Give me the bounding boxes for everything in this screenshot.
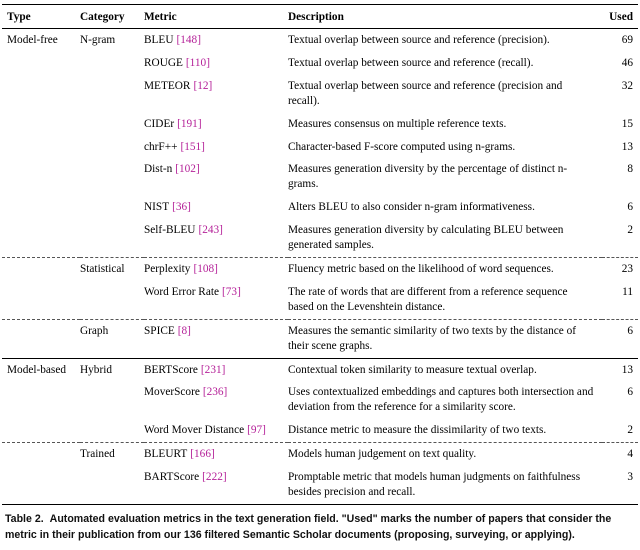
category-cell xyxy=(80,281,144,319)
citation-link[interactable]: [36] xyxy=(172,201,191,214)
table-row xyxy=(2,219,638,257)
metric-cell xyxy=(144,52,288,75)
metric-cell xyxy=(144,381,288,419)
table-row xyxy=(2,52,638,75)
col-header-used: Used xyxy=(602,5,638,29)
col-header-metric: Metric xyxy=(144,5,288,29)
table-row xyxy=(2,419,638,442)
description-cell: Models human judgement on text quality. xyxy=(288,443,602,466)
table-row xyxy=(2,381,638,419)
description-cell: Uses contextualized embeddings and captures both intersection and deviation from the reference for a similarity score. xyxy=(288,386,594,414)
citation-link[interactable]: [108] xyxy=(193,262,218,275)
description-cell: Textual overlap between source and reference (precision). xyxy=(288,34,550,46)
table-row xyxy=(2,75,638,113)
used-cell: 15 xyxy=(621,117,633,130)
metric-cell xyxy=(144,113,288,136)
type-cell xyxy=(2,196,80,219)
metric-cell xyxy=(144,281,288,319)
table-row xyxy=(2,257,638,280)
metric-cell xyxy=(144,75,288,113)
description-cell: Measures the semantic similarity of two texts by the distance of their scene graphs. xyxy=(288,319,602,358)
citation-link[interactable]: [97] xyxy=(247,424,266,437)
category-cell xyxy=(80,419,144,442)
used-cell: 13 xyxy=(621,140,633,153)
metric-name: Self-BLEU xyxy=(144,224,196,237)
metric-name: METEOR xyxy=(144,79,191,92)
metric-name: BARTScore xyxy=(144,471,200,484)
type-cell xyxy=(2,136,80,159)
table-row xyxy=(2,158,638,196)
metric-cell xyxy=(144,466,288,504)
citation-link[interactable]: [166] xyxy=(190,448,215,461)
metric-name: chrF++ xyxy=(144,140,178,153)
category-cell xyxy=(80,219,144,257)
metric-cell xyxy=(144,443,288,466)
metric-name: Dist-n xyxy=(144,163,173,176)
used-cell: 2 xyxy=(627,424,633,437)
type-cell xyxy=(2,466,80,504)
citation-link[interactable]: [102] xyxy=(175,163,200,176)
category-cell xyxy=(80,196,144,219)
metric-name: ROUGE xyxy=(144,56,183,69)
type-cell: Model-based xyxy=(2,358,80,381)
metric-name: NIST xyxy=(144,201,170,214)
citation-link[interactable]: [8] xyxy=(177,324,191,337)
description-cell: Contextual token similarity to measure textual overlap. xyxy=(288,358,602,381)
used-cell: 13 xyxy=(602,358,638,381)
description-cell: Fluency metric based on the likelihood of word sequences. xyxy=(288,257,602,280)
type-cell xyxy=(2,319,80,358)
metric-cell xyxy=(144,29,288,52)
used-cell: 6 xyxy=(602,319,638,358)
metric-name: Perplexity xyxy=(144,262,191,275)
category-cell xyxy=(80,113,144,136)
citation-link[interactable]: [236] xyxy=(202,386,228,399)
category-cell xyxy=(80,381,144,419)
used-cell: 6 xyxy=(627,201,633,214)
table-row xyxy=(2,358,638,381)
type-cell xyxy=(2,113,80,136)
citation-link[interactable]: [243] xyxy=(198,224,223,237)
citation-link[interactable]: [151] xyxy=(180,140,205,153)
table-row xyxy=(2,319,638,358)
category-cell: Hybrid xyxy=(80,358,144,381)
col-header-category: Category xyxy=(80,5,144,29)
citation-link[interactable]: [191] xyxy=(177,117,202,130)
citation-link[interactable]: [110] xyxy=(185,56,210,69)
metric-name: BLEU xyxy=(144,34,174,46)
description-cell: Promptable metric that models human judgments on faithfulness besides precision and recall. xyxy=(288,471,581,498)
description-cell: The rate of words that are different from a reference sequence based on the Levenshtein distance. xyxy=(288,285,568,313)
metric-name: SPICE xyxy=(144,324,175,337)
used-cell: 46 xyxy=(621,56,633,69)
metric-name: MoverScore xyxy=(144,386,200,399)
metric-name: BLEURT xyxy=(144,448,188,461)
table-row xyxy=(2,196,638,219)
citation-link[interactable]: [148] xyxy=(176,34,201,46)
metric-cell xyxy=(144,358,288,381)
type-cell xyxy=(2,219,80,257)
type-cell xyxy=(2,75,80,113)
used-cell: 23 xyxy=(602,257,638,280)
col-header-type: Type xyxy=(2,5,80,29)
description-cell: Measures consensus on multiple reference texts. xyxy=(288,117,507,130)
type-cell: Model-free xyxy=(7,34,58,46)
description-cell: Textual overlap between source and reference (recall). xyxy=(288,56,534,69)
citation-link[interactable]: [12] xyxy=(193,79,213,92)
used-cell: 32 xyxy=(621,79,633,92)
metric-cell xyxy=(144,158,288,196)
metric-cell xyxy=(144,196,288,219)
citation-link[interactable]: [73] xyxy=(222,285,241,298)
category-cell xyxy=(80,52,144,75)
type-cell xyxy=(2,281,80,319)
header-row xyxy=(2,5,638,29)
table-row xyxy=(2,443,638,466)
description-cell: Measures generation diversity by calculating BLEU between generated samples. xyxy=(288,224,564,252)
description-cell: Measures generation diversity by the percentage of distinct n-grams. xyxy=(288,163,568,191)
table-row xyxy=(2,113,638,136)
description-cell: Distance metric to measure the dissimilarity of two texts. xyxy=(288,424,547,437)
category-cell: Graph xyxy=(80,319,144,358)
metric-cell xyxy=(144,219,288,257)
category-cell: Trained xyxy=(80,443,144,466)
used-cell: 4 xyxy=(602,443,638,466)
used-cell: 2 xyxy=(627,224,633,237)
category-cell: N-gram xyxy=(80,34,116,46)
col-header-description: Description xyxy=(288,5,602,29)
type-cell xyxy=(2,381,80,419)
category-cell xyxy=(80,136,144,159)
metric-cell xyxy=(144,257,288,280)
description-cell: Alters BLEU to also consider n-gram informativeness. xyxy=(288,201,535,214)
type-cell xyxy=(2,419,80,442)
category-cell: Statistical xyxy=(80,257,144,280)
metric-name: CIDEr xyxy=(144,117,175,130)
category-cell xyxy=(80,158,144,196)
table-row xyxy=(2,281,638,319)
metric-cell xyxy=(144,419,288,442)
metric-cell xyxy=(144,136,288,159)
metric-name: BERTScore xyxy=(144,363,198,376)
category-cell xyxy=(80,75,144,113)
type-cell xyxy=(2,257,80,280)
used-cell: 6 xyxy=(627,386,633,399)
used-cell: 8 xyxy=(627,163,633,176)
citation-link[interactable]: [222] xyxy=(202,471,227,484)
used-cell: 69 xyxy=(621,34,633,46)
table-row xyxy=(2,136,638,159)
type-cell xyxy=(2,158,80,196)
citation-link[interactable]: [231] xyxy=(200,363,226,376)
description-cell: Character-based F-score computed using n-grams. xyxy=(288,140,516,153)
table-caption-label: Table 2. xyxy=(5,512,44,525)
type-cell xyxy=(2,443,80,466)
metric-name: Word Mover Distance xyxy=(144,424,245,437)
category-cell xyxy=(80,466,144,504)
type-cell xyxy=(2,52,80,75)
table-row xyxy=(2,466,638,504)
table-row xyxy=(2,29,638,52)
used-cell: 3 xyxy=(627,471,633,484)
table-caption xyxy=(5,512,634,544)
metric-name: Word Error Rate xyxy=(144,285,220,298)
description-cell: Textual overlap between source and reference (precision and recall). xyxy=(288,79,563,107)
metrics-table xyxy=(2,4,638,505)
used-cell: 11 xyxy=(622,285,633,298)
metric-cell xyxy=(144,319,288,358)
table-caption-text: Automated evaluation metrics in the text generation field. "Used" marks the number of papers that consider the metric in their publication from our 136 filtered Semantic Scholar documents (proposing, surveying, or applying). xyxy=(5,512,612,541)
